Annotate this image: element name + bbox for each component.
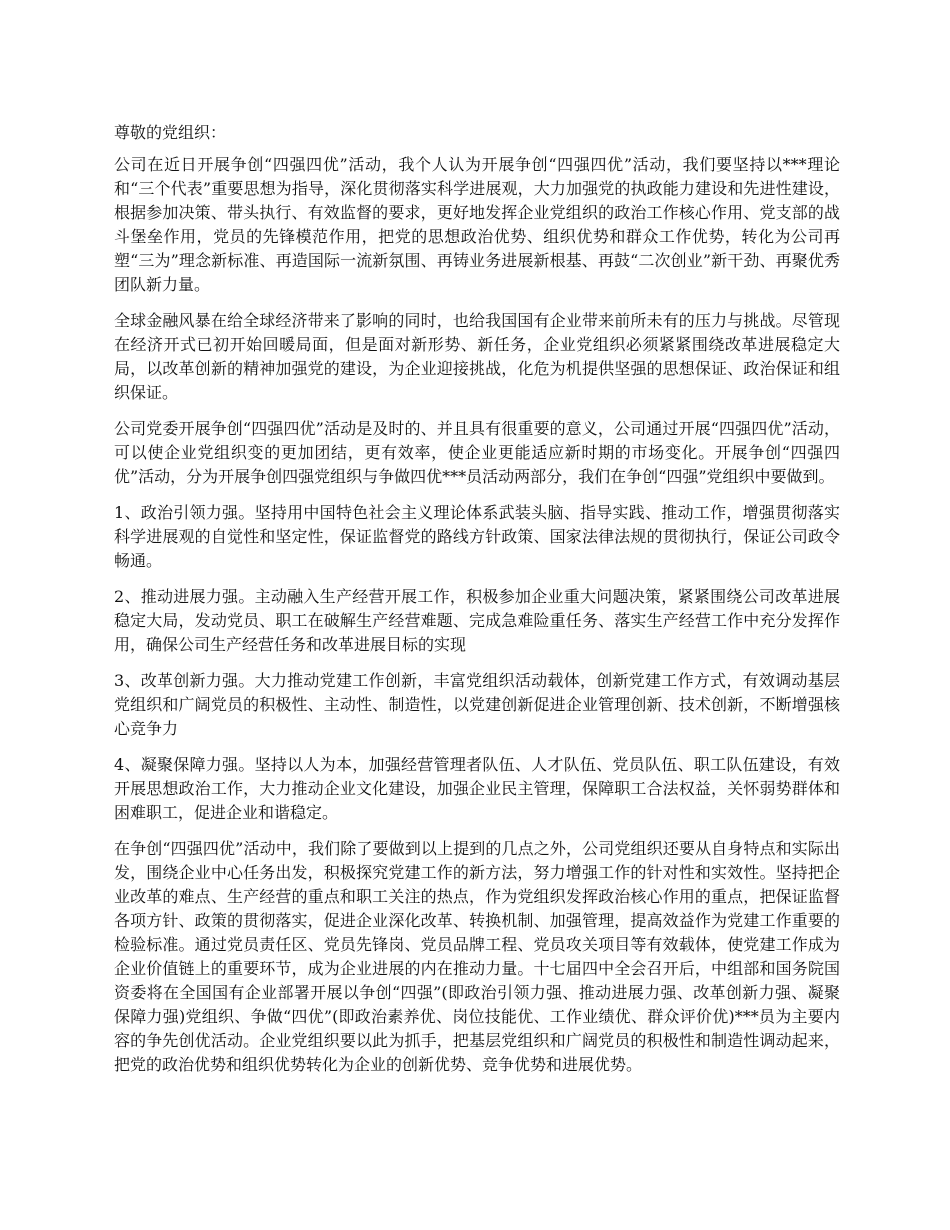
paragraph-financial-crisis: 全球金融风暴在给全球经济带来了影响的同时，也给我国国有企业带来前所未有的压力与挑战。尽管现在经济开式已初开始回暖局面，但是面对新形势、新任务，企业党组织必须紧紧围绕改革进展稳定大局，以改革创新的精神加强党的建设，为企业迎接挑战，化危为机提供坚强的思想保证、政治保证和组织保证。 [114,311,840,402]
paragraph-activity-significance: 公司党委开展争创“四强四优”活动是及时的、并且具有很重要的意义，公司通过开展“四强四优”活动，可以使企业党组织变的更加团结，更有效率，使企业更能适应新时期的市场变化。开展争创“四强四优”活动，分为开展争创四强党组织与争做四优***员活动两部分，我们在争创“四强”党组织中要做到。 [114,419,840,486]
paragraph-point-2: 2、推动进展力强。主动融入生产经营开展工作，积极参加企业重大问题决策，紧紧围绕公司改革进展稳定大局，发动党员、职工在破解生产经营难题、完成急难险重任务、落实生产经营工作中充分发挥作用，确保公司生产经营任务和改革进展目标的实现 [114,587,840,654]
paragraph-point-4: 4、凝聚保障力强。坚持以人为本，加强经营管理者队伍、人才队伍、党员队伍、职工队伍建设，有效开展思想政治工作，大力推动企业文化建设，加强企业民主管理，保障职工合法权益，关怀弱势群体和困难职工，促进企业和谐稳定。 [114,755,840,822]
document-page [114,121,840,1089]
salutation: 尊敬的党组织： [114,123,227,142]
paragraph-intro: 公司在近日开展争创“四强四优”活动，我个人认为开展争创“四强四优”活动，我们要坚持以***理论和“三个代表”重要思想为指导，深化贯彻落实科学进展观，大力加强党的执政能力建设和先进性建设，根据参加决策、带头执行、有效监督的要求，更好地发挥企业党组织的政治工作核心作用、党支部的战斗堡垒作用，党员的先锋模范作用，把党的思想政治优势、组织优势和群众工作优势，转化为公司再塑“三为”理念新标准、再造国际一流新氛围、再铸业务进展新根基、再鼓“二次创业”新干劲、再聚优秀团队新力量。 [114,155,840,294]
paragraph-point-1: 1、政治引领力强。坚持用中国特色社会主义理论体系武装头脑、指导实践、推动工作，增强贯彻落实科学进展观的自觉性和坚定性，保证监督党的路线方针政策、国家法律法规的贯彻执行，保证公司政令畅通。 [114,503,840,570]
paragraph-conclusion: 在争创“四强四优”活动中，我们除了要做到以上提到的几点之外，公司党组织还要从自身特点和实际出发，围绕企业中心任务出发，积极探究党建工作的新方法，努力增强工作的针对性和实效性。坚持把企业改革的难点、生产经营的重点和职工关注的热点，作为党组织发挥政治核心作用的重点，把保证监督各项方针、政策的贯彻落实，促进企业深化改革、转换机制、加强管理，提高效益作为党建工作重要的检验标准。通过党员责任区、党员先锋岗、党员品牌工程、党员攻关项目等有效载体，使党建工作成为企业价值链上的重要环节，成为企业进展的内在推动力量。十七届四中全会召开后，中组部和国务院国资委将在全国国有企业部署开展以争创“四强”(即政治引领力强、推动进展力强、改革创新力强、凝聚保障力强)党组织、争做“四优”(即政治素养优、岗位技能优、工作业绩优、群众评价优)***员为主要内容的争先创优活动。企业党组织要以此为抓手，把基层党组织和广阔党员的积极性和制造性调动起来，把党的政治优势和组织优势转化为企业的创新优势、竞争优势和进展优势。 [114,839,840,1074]
paragraph-point-3: 3、改革创新力强。大力推动党建工作创新，丰富党组织活动载体，创新党建工作方式，有效调动基层党组织和广阔党员的积极性、主动性、制造性，以党建创新促进企业管理创新、技术创新，不断增强核心竞争力 [114,671,840,738]
